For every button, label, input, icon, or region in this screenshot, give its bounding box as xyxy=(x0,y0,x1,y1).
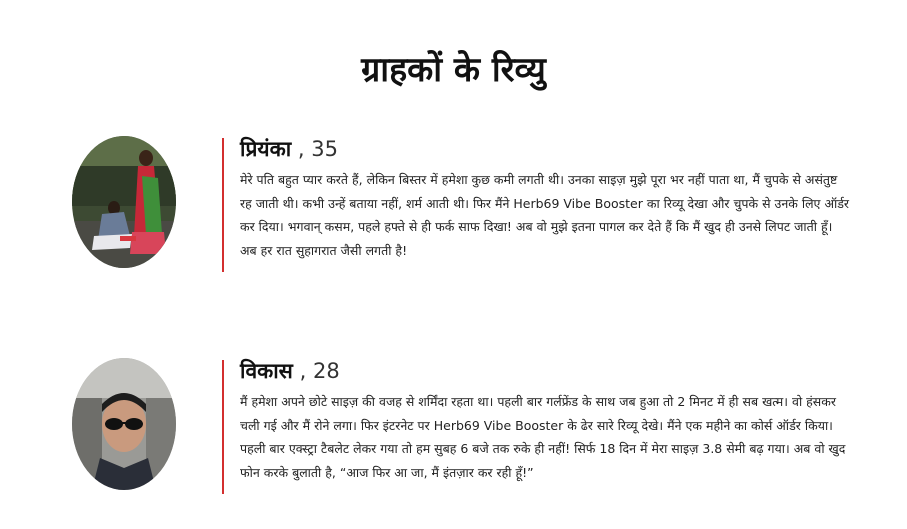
review-divider xyxy=(222,360,224,494)
reviewer-age: 28 xyxy=(312,359,340,383)
section-title: ग्राहकों के रिव्यु xyxy=(361,50,546,90)
reviewer-avatar xyxy=(72,358,176,490)
review-text: मैं हमेशा अपने छोटे साइज़ की वजह से शर्मिंदा रहता था। पहली बार गर्लफ्रेंड के साथ जब हुआ तो 2 मिनट में ही सब खत्म। वो हंसकर चली गई और मैं रोने लगा। फिर इंटरनेट पर Herb69 Vibe Booster के ढेर सारे रिव्यू देखे। मैंने एक महीने का कोर्स ऑर्डर किया। पहली बार एक्स्ट्रा टैबलेट लेकर गया तो हम सुबह 6 बजे तक रुके ही नहीं! सिर्फ 18 दिन में मेरा साइज़ 3.8 सेमी बढ़ गया। अब वो खुद फोन करके बुलाती है, “आज फिर आ जा, मैं इंतज़ार कर रही हूँ!” xyxy=(240,394,846,480)
reviewer-name: विकास xyxy=(240,359,293,383)
reviewer-avatar xyxy=(72,136,176,268)
reviewer-name: प्रियंका xyxy=(240,137,292,161)
review-divider xyxy=(222,138,224,272)
review-content xyxy=(240,358,850,484)
name-separator: , xyxy=(299,359,307,383)
review-content xyxy=(240,136,850,262)
reviewer-heading xyxy=(240,358,850,384)
review-text: मेरे पति बहुत प्यार करते हैं, लेकिन बिस्तर में हमेशा कुछ कमी लगती थी। उनका साइज़ मुझे पूरा भर नहीं पाता था, मैं चुपके से असंतुष्ट रह जाती थी। कभी उन्हें बताया नहीं, शर्म आती थी। फिर मैंने Herb69 Vibe Booster का रिव्यू देखा और चुपके से उनके लिए ऑर्डर कर दिया। भगवान् कसम, पहले हफ्ते से ही फर्क साफ दिखा! अब वो मुझे इतना पागल कर देते हैं कि मैं खुद ही उनसे लिपट जाती हूँ। अब हर रात सुहागरात जैसी लगती है! xyxy=(240,172,850,258)
reviewer-age: 35 xyxy=(311,137,338,161)
reviewer-heading xyxy=(240,136,850,162)
name-separator: , xyxy=(297,137,305,161)
